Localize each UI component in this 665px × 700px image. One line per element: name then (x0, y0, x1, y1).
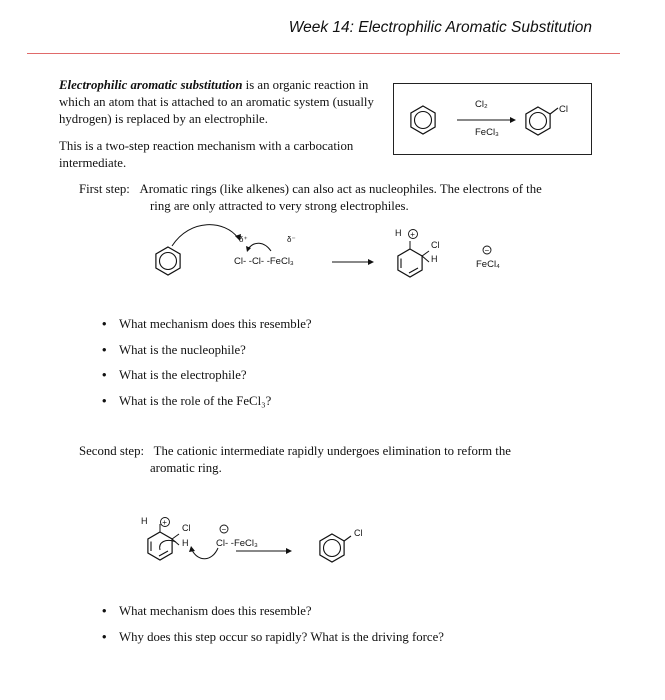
chlorobenzene-structure (526, 107, 558, 135)
overall-reaction-diagram (393, 83, 593, 156)
delta-plus: δ⁺ (239, 235, 248, 244)
question-item: • What is the role of the FeCl₃? (102, 394, 312, 420)
product-cl-label: Cl (559, 104, 568, 115)
curved-arrow-bond-to-ring (160, 540, 176, 550)
step2-mechanism (136, 510, 396, 575)
electrophile-complex: Cl- -Cl- -FeCl₃ (234, 256, 294, 267)
plus-charge: + (162, 518, 167, 527)
step2-questions (102, 604, 444, 655)
step1-label: First step: (79, 182, 130, 196)
step2-text-line1: The cationic intermediate rapidly undergoes elimination to reform the (153, 444, 511, 458)
delta-minus: δ⁻ (287, 235, 296, 244)
intro-term: Electrophilic aromatic substitution (59, 78, 243, 92)
curved-arrow-base-to-h (192, 548, 218, 559)
plus-charge: + (410, 230, 415, 239)
product-cl-label: Cl (354, 528, 363, 538)
benzene-structure (411, 106, 435, 134)
fecl4-anion: FeCl₄ (476, 259, 500, 270)
minus-charge: − (484, 246, 490, 255)
intro-text: is an organic reaction in which an atom that is attached to an aromatic system (usually hydrogen) is replaced by an electrophile. (59, 78, 374, 126)
step2-label: Second step: (79, 444, 145, 458)
reagent-cl2: Cl₂ (475, 99, 488, 110)
step2-arrowhead (286, 548, 292, 554)
two-step-paragraph: This is a two-step reaction mechanism with a carbocation intermediate. (59, 139, 354, 170)
sigma-cl: Cl (182, 523, 191, 533)
step1-questions (102, 317, 312, 419)
sigma-cl: Cl (431, 240, 440, 250)
question-item: • What mechanism does this resemble? (102, 317, 312, 343)
question-item: • What is the nucleophile? (102, 343, 312, 369)
question-item: • What is the electrophile? (102, 368, 312, 394)
step2-paragraph (79, 443, 599, 477)
reagent-fecl3: FeCl₃ (475, 127, 499, 138)
curved-arrow-bond (248, 243, 271, 251)
step2-text-line2: aromatic ring. (150, 461, 222, 475)
intro-paragraph (59, 77, 389, 128)
base-complex: Cl- -FeCl₃ (216, 538, 258, 549)
chlorobenzene-structure (320, 534, 351, 562)
sigma-h: H (182, 538, 189, 548)
sigma-h-top: H (395, 228, 402, 238)
page-title: Week 14: Electrophilic Aromatic Substitution (288, 19, 592, 36)
curved-arrow-ring-to-cl (172, 225, 238, 246)
step1-mechanism (140, 222, 540, 292)
sigma-complex-structure (398, 241, 429, 277)
step1-text-line1: Aromatic rings (like alkenes) can also act as nucleophiles. The electrons of the (139, 182, 542, 196)
minus-charge: − (221, 525, 227, 534)
sigma-h-top: H (141, 516, 148, 526)
reaction-arrowhead (510, 117, 516, 123)
question-item: • Why does this step occur so rapidly? What is the driving force? (102, 630, 444, 656)
step1-text-line2: ring are only attracted to very strong electrophiles. (150, 199, 409, 213)
title-divider (27, 53, 620, 54)
step1-paragraph (79, 181, 599, 215)
step1-arrowhead (368, 259, 374, 265)
question-item: • What mechanism does this resemble? (102, 604, 444, 630)
benzene-structure (156, 247, 180, 275)
sigma-h: H (431, 254, 438, 264)
